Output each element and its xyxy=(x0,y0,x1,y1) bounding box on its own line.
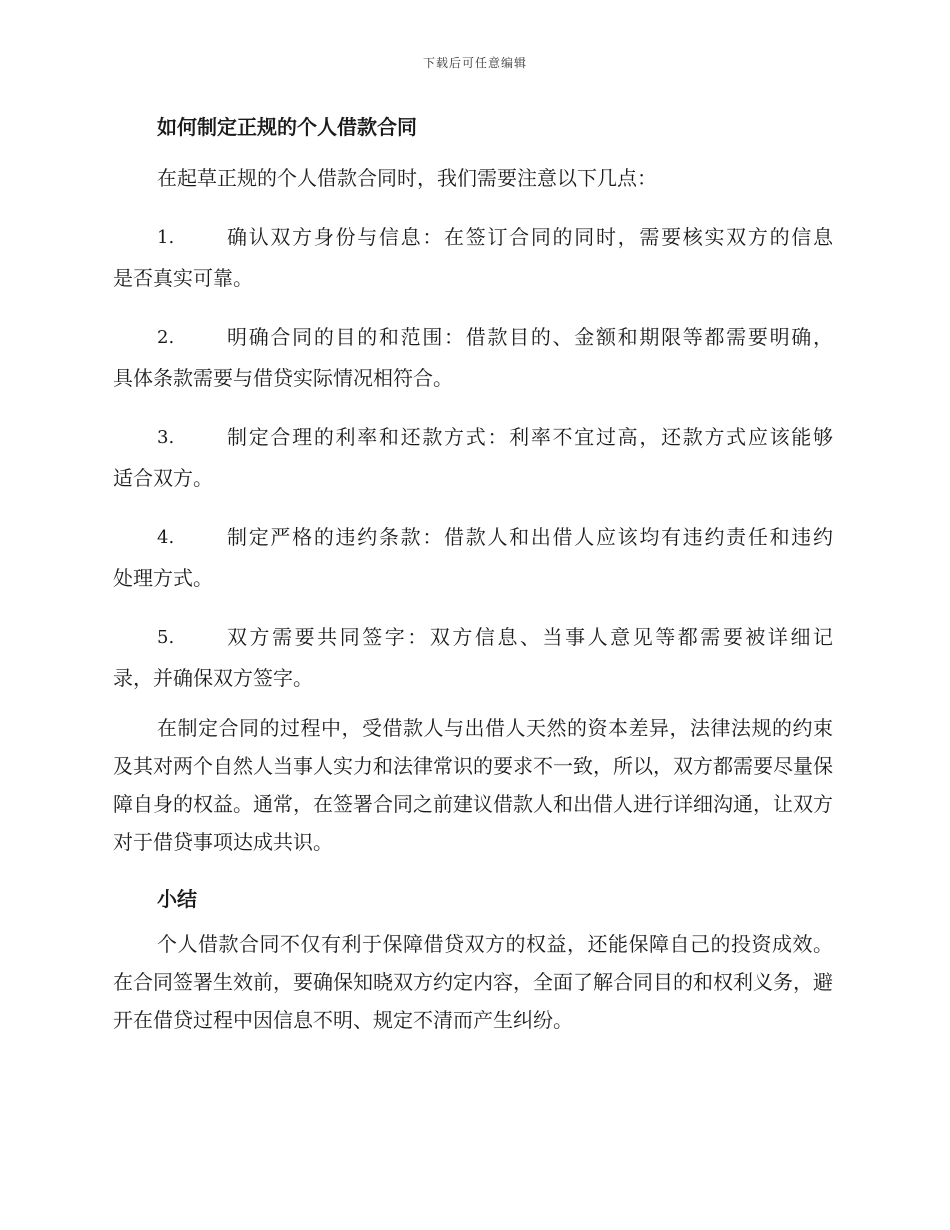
body-paragraph: 在制定合同的过程中，受借款人与出借人天然的资本差异，法律法规的约束及其对两个自然人当事人实力和法律常识的要求不一致，所以，双方都需要尽量保障自身的权益。通常，在签署合同之前建议借款人和出借人进行详细沟通，让双方对于借贷事项达成共识。 xyxy=(113,716,833,854)
list-item xyxy=(113,317,833,399)
list-item-number: 2. xyxy=(157,327,175,348)
list-item-continuation: 是否真实可靠。 xyxy=(113,266,253,290)
summary-heading: 小结 xyxy=(157,887,197,911)
list-item-text: 确认双方身份与信息：在签订合同的同时，需要核实双方的信息 xyxy=(227,225,833,249)
intro-paragraph: 在起草正规的个人借款合同时，我们需要注意以下几点： xyxy=(157,166,657,190)
list-item xyxy=(113,417,833,499)
list-item-text: 制定合理的利率和还款方式：利率不宜过高，还款方式应该能够 xyxy=(227,425,833,449)
list-item-number: 1. xyxy=(157,227,175,248)
list-item xyxy=(113,517,833,599)
list-item-continuation: 处理方式。 xyxy=(113,566,213,590)
list-item xyxy=(113,217,833,299)
list-item-number: 5. xyxy=(157,627,175,648)
list-item-number: 3. xyxy=(157,427,175,448)
list-item-text: 明确合同的目的和范围：借款目的、金额和期限等都需要明确， xyxy=(227,325,833,349)
list-item-text: 制定严格的违约条款：借款人和出借人应该均有违约责任和违约 xyxy=(227,525,833,549)
list-item-continuation: 具体条款需要与借贷实际情况相符合。 xyxy=(113,366,453,390)
document-title: 如何制定正规的个人借款合同 xyxy=(157,115,417,139)
page-header-note: 下载后可任意编辑 xyxy=(422,56,527,70)
list-item-text: 双方需要共同签字：双方信息、当事人意见等都需要被详细记 xyxy=(227,625,833,649)
summary-paragraph: 个人借款合同不仅有利于保障借贷双方的权益，还能保障自己的投资成效。在合同签署生效前，要确保知晓双方约定内容，全面了解合同目的和权利义务，避开在借贷过程中因信息不明、规定不清而产生纠纷。 xyxy=(113,932,833,1032)
document-body xyxy=(113,110,833,1059)
list-item-continuation: 适合双方。 xyxy=(113,466,213,490)
list-item xyxy=(113,617,833,699)
list-item-continuation: 录，并确保双方签字。 xyxy=(113,666,313,690)
list-item-number: 4. xyxy=(157,527,175,548)
